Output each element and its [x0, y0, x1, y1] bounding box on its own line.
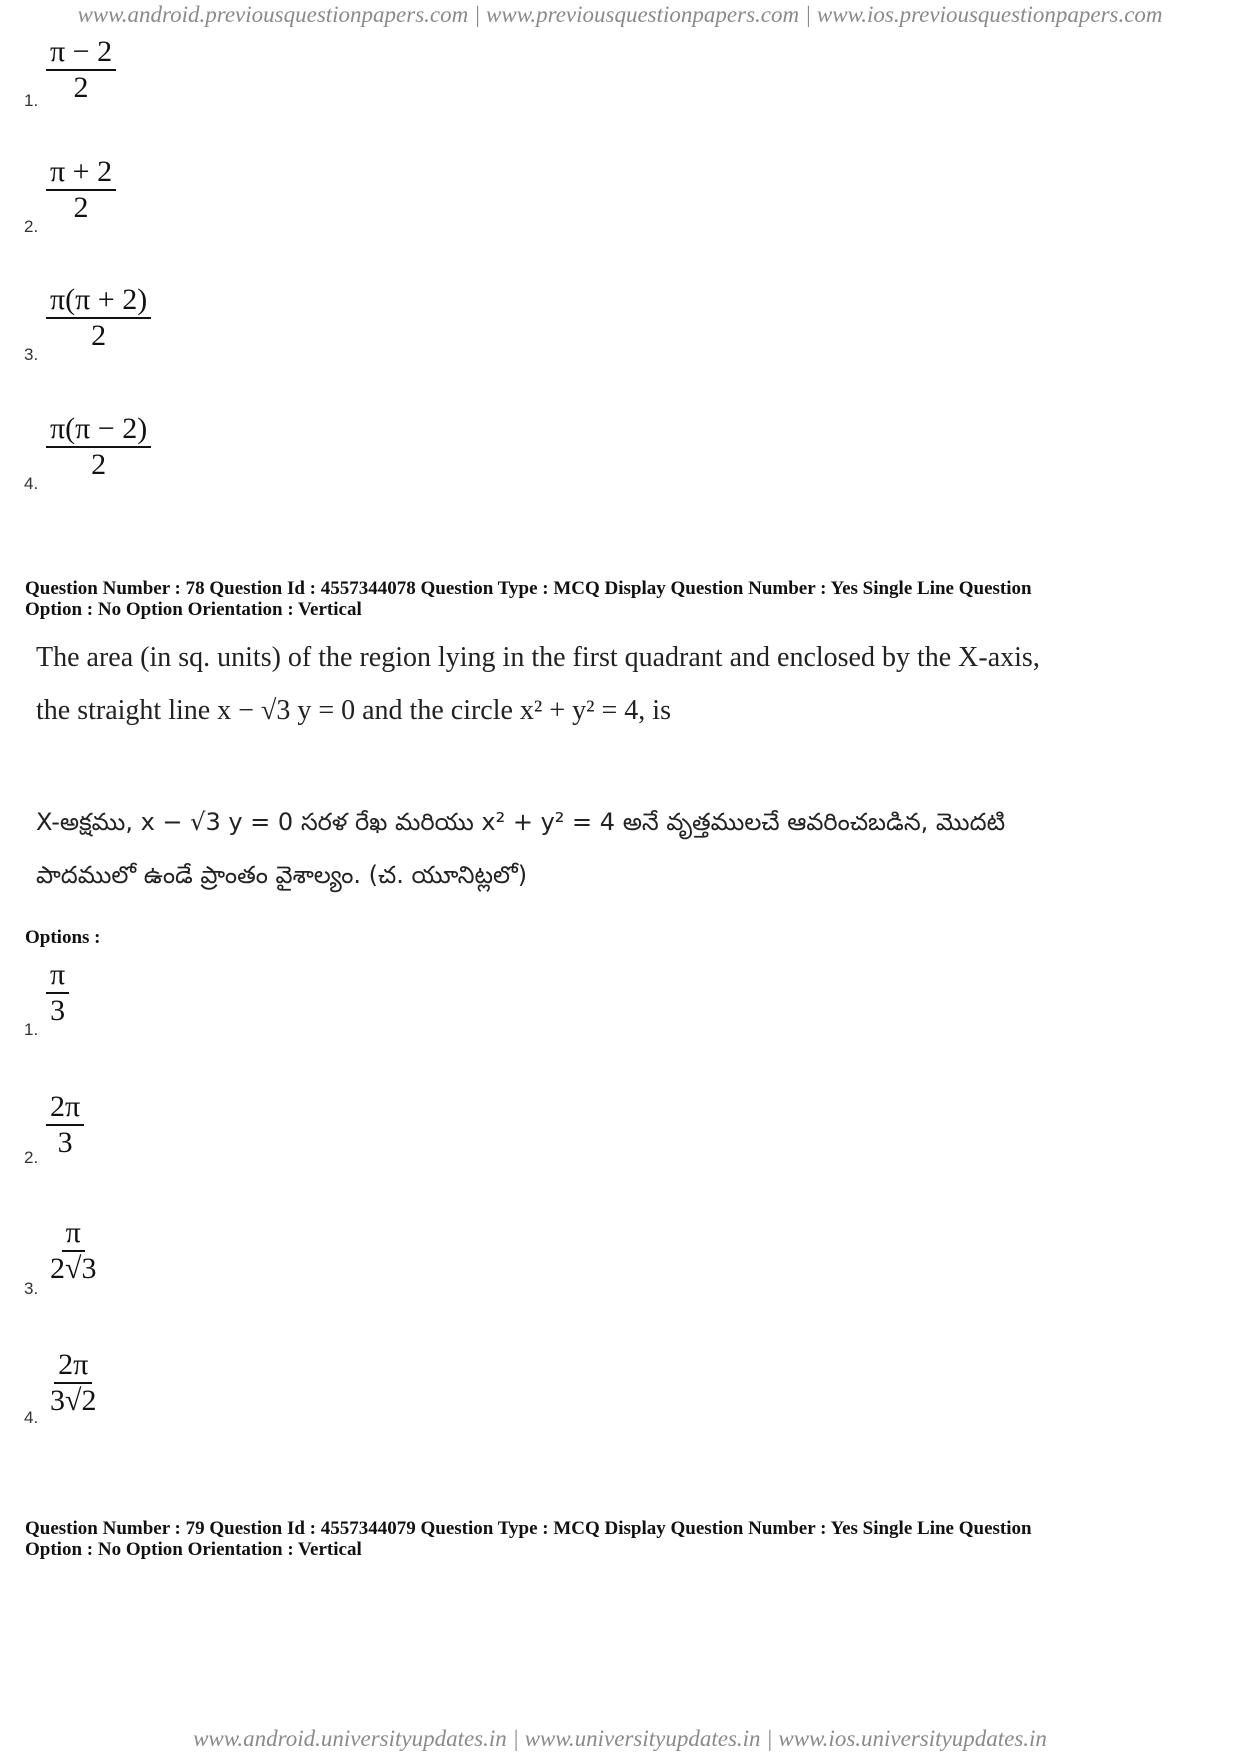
option-number: 1. — [24, 91, 39, 110]
bottom-watermark: www.android.universityupdates.in | www.universityupdates.in | www.ios.universityupdates.in — [193, 1726, 1047, 1751]
question-meta-line-2: Option : No Option Orientation : Vertical — [25, 1539, 362, 1560]
question-78-meta — [25, 578, 1215, 620]
question-78-telugu — [36, 796, 1216, 902]
option-fraction — [46, 412, 151, 481]
option-fraction — [46, 155, 116, 224]
option-number: 4. — [24, 474, 39, 493]
question-meta-line-1: Question Number : 78 Question Id : 4557344078 Question Type : MCQ Display Question Number : Yes Single Line Question — [25, 578, 1032, 599]
fraction-denominator: 2 — [91, 447, 107, 481]
fraction-denominator: 2 — [91, 318, 107, 352]
fraction-numerator: π(π − 2) — [46, 412, 151, 448]
fraction-denominator: 3 — [50, 993, 66, 1027]
option-number: 4. — [24, 1408, 39, 1427]
fraction-numerator: π — [62, 1216, 85, 1252]
question-meta-line-2: Option : No Option Orientation : Vertical — [25, 599, 362, 620]
option-number: 2. — [24, 1148, 39, 1167]
fraction-numerator: π − 2 — [46, 35, 116, 71]
question-79-meta — [25, 1518, 1215, 1560]
fraction-denominator: 3√2 — [50, 1383, 97, 1417]
question-telugu-line-1: X-అక్షము, x − √3 y = 0 సరళ రేఖ మరియు x² + y² = 4 అనే వృత్తములచే ఆవరించబడిన, మొదటి — [36, 808, 1006, 836]
question-78-english — [36, 631, 1216, 737]
fraction-denominator: 2√3 — [50, 1251, 97, 1285]
options-label: Options : — [25, 927, 101, 948]
question-english-line-2: the straight line x − √3 y = 0 and the circle x² + y² = 4, is — [36, 695, 671, 726]
fraction-denominator: 3 — [57, 1125, 73, 1159]
top-watermark: www.android.previousquestionpapers.com | www.previousquestionpapers.com | www.ios.previousquestionpapers.com — [77, 2, 1163, 27]
fraction-numerator: π + 2 — [46, 155, 116, 191]
option-number: 2. — [24, 217, 39, 236]
option-fraction — [46, 283, 151, 352]
fraction-denominator: 2 — [73, 70, 89, 104]
option-fraction — [46, 1090, 84, 1159]
fraction-denominator: 2 — [73, 190, 89, 224]
question-meta-line-1: Question Number : 79 Question Id : 4557344079 Question Type : MCQ Display Question Number : Yes Single Line Question — [25, 1518, 1032, 1539]
option-number: 3. — [24, 345, 39, 364]
option-fraction — [46, 958, 69, 1027]
fraction-numerator: π(π + 2) — [46, 283, 151, 319]
question-english-line-1: The area (in sq. units) of the region lying in the first quadrant and enclosed by the X-axis, — [36, 642, 1040, 673]
option-fraction — [46, 1216, 100, 1285]
question-telugu-line-2: పాదములో ఉండే ప్రాంతం వైశాల్యం. (చ. యూనిట్లలో) — [36, 861, 528, 889]
option-fraction — [46, 35, 116, 104]
fraction-numerator: 2π — [46, 1090, 84, 1126]
fraction-numerator: π — [46, 958, 69, 994]
option-number: 3. — [24, 1279, 39, 1298]
option-fraction — [46, 1348, 100, 1417]
option-number: 1. — [24, 1020, 39, 1039]
fraction-numerator: 2π — [54, 1348, 92, 1384]
